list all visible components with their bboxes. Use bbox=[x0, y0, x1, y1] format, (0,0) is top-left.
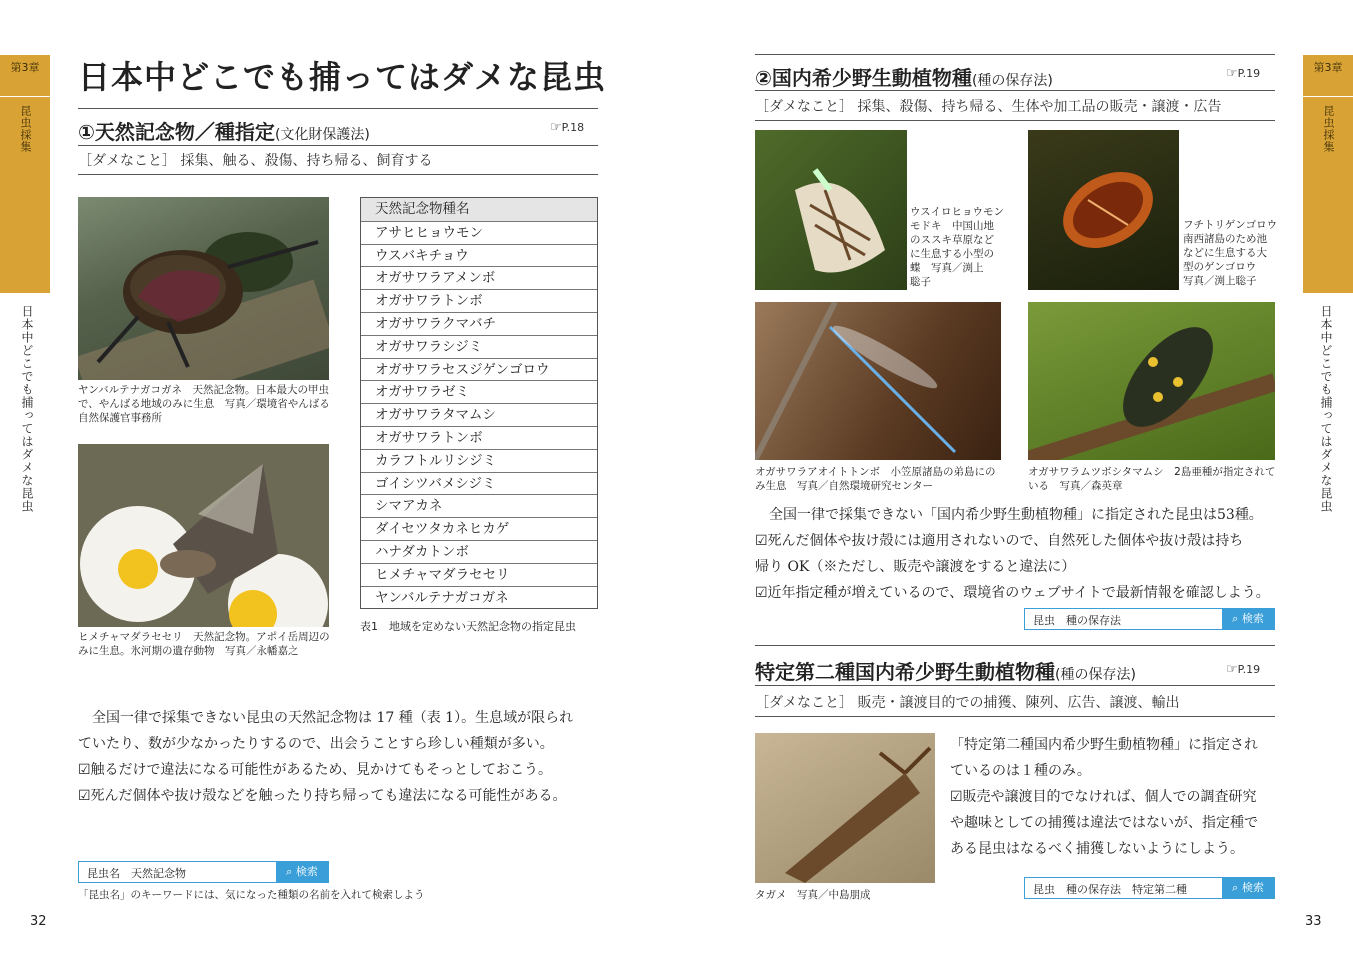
page-number-left: 32 bbox=[30, 914, 47, 929]
table-row: カラフトルリシジミ bbox=[361, 449, 597, 472]
chapter-section: 昆虫採集 bbox=[19, 105, 32, 153]
photo-fuchitori-gengorou bbox=[1028, 130, 1179, 290]
page-number-right: 33 bbox=[1305, 914, 1322, 929]
table-row: オガサワラセスジゲンゴロウ bbox=[361, 358, 597, 381]
right-body-2: 「特定第二種国内希少野生動植物種」に指定され ているのは１種のみ。 ☑販売や譲渡目的でなければ、個人での調査研究 や趣味としての捕獲は違法ではないが、指定種で ある昆虫はなるべく捕獲しないようにしよう。 bbox=[950, 737, 1258, 857]
search-box-left[interactable] bbox=[78, 861, 329, 883]
photo-yanbaru-beetle bbox=[78, 197, 329, 380]
photo-usuiro-hyoumon bbox=[755, 130, 907, 290]
table-row: ハナダカトンボ bbox=[361, 540, 597, 563]
search-note: 「昆虫名」のキーワードには、気になった種類の名前を入れて検索しよう bbox=[78, 889, 425, 901]
table-row: オガサワラトンボ bbox=[361, 289, 597, 312]
search-icon: ⌕ bbox=[1232, 612, 1239, 625]
right-body: 全国一律で採集できない「国内希少野生動植物種」に指定された昆虫は53種。 ☑死んだ個体や抜け殻には適用されないので、自然死した個体や抜け殻は持ち 帰り OK（※ただし、販売や譲渡をすると違法に） ☑近年指定種が増えているので、環境省のウェブサイトで最新情報を確認しよう。 bbox=[755, 507, 1270, 601]
search-icon: ⌕ bbox=[1232, 881, 1239, 894]
jewel-beetle-caption: オガサワラムツボシタマムシ 2島亜種が指定されている 写真／森英章 bbox=[1028, 466, 1276, 492]
chapter-number: 第3章 bbox=[1303, 55, 1353, 97]
section3-dame: ［ダメなこと］ 販売・譲渡目的での捕獲、陳列、広告、譲渡、輸出 bbox=[755, 695, 1180, 711]
search-keyword: 昆虫 種の保存法 bbox=[1033, 614, 1121, 627]
species-table bbox=[360, 197, 598, 609]
photo-himechamadara bbox=[78, 444, 329, 627]
damselfly-caption: オガサワラアオイトトンボ 小笠原諸島の弟島にのみ生息 写真／自然環境研究センター bbox=[755, 466, 996, 492]
table-caption: 表1 地域を定めない天然記念物の指定昆虫 bbox=[360, 620, 576, 633]
photo-damselfly bbox=[755, 302, 1001, 460]
table-row: オガサワラアメンボ bbox=[361, 266, 597, 289]
table-row: シマアカネ bbox=[361, 494, 597, 517]
search-button[interactable]: ⌕ 検索 bbox=[276, 862, 328, 882]
search-button[interactable]: ⌕ 検索 bbox=[1222, 609, 1274, 629]
section3-ref: ☞P.19 bbox=[1226, 662, 1261, 677]
left-body: 全国一律で採集できない昆虫の天然記念物は 17 種（表 1）。生息域が限られ ていたり、数が少なかったりするので、出会うことすら珍しい種類が多い。 ☑触るだけで違法になる可能性があるため、見かけてもそっとしておこう。 ☑死んだ個体や抜け殻などを触ったり持ち帰っても違法になる可能性がある。 bbox=[78, 710, 574, 804]
beetle-caption: フチトリゲンゴロウ 南西諸島のため池 などに生息する大 型のゲンゴロウ 写真／渕上聡子 bbox=[1183, 219, 1278, 287]
table-row: アサヒヒョウモン bbox=[361, 221, 597, 244]
side-title-left: 日本中どこでも捕ってはダメな昆虫 bbox=[20, 305, 34, 513]
search-keyword: 昆虫名 天然記念物 bbox=[87, 867, 186, 880]
section1-ref: ☞P.18 bbox=[550, 120, 585, 135]
pointing-hand-icon: ☞ bbox=[1226, 662, 1238, 677]
search-button[interactable]: ⌕ 検索 bbox=[1222, 878, 1274, 898]
chapter-section: 昆虫採集 bbox=[1322, 105, 1335, 153]
search-box-right-1[interactable] bbox=[1024, 608, 1275, 630]
page-title: 日本中どこでも捕ってはダメな昆虫 bbox=[78, 58, 607, 96]
chapter-number: 第3章 bbox=[0, 55, 50, 97]
table-row: オガサワラクマバチ bbox=[361, 312, 597, 335]
table-row: オガサワラシジミ bbox=[361, 335, 597, 358]
table-row: ヤンバルテナガコガネ bbox=[361, 586, 597, 609]
table-row: ダイセツタカネヒカゲ bbox=[361, 517, 597, 540]
chapter-tab-left bbox=[0, 55, 50, 293]
table-row: オガサワラトンボ bbox=[361, 426, 597, 449]
table-row: オガサワラゼミ bbox=[361, 380, 597, 403]
search-box-right-2[interactable] bbox=[1024, 877, 1275, 899]
search-keyword: 昆虫 種の保存法 特定第二種 bbox=[1033, 883, 1187, 896]
chapter-tab-right bbox=[1303, 55, 1353, 293]
section1-title: ①天然記念物／種指定(文化財保護法) bbox=[78, 120, 370, 144]
table-header: 天然記念物種名 bbox=[361, 198, 597, 221]
section2-dame: ［ダメなこと］ 採集、殺傷、持ち帰る、生体や加工品の販売・譲渡・広告 bbox=[755, 99, 1222, 115]
pointing-hand-icon: ☞ bbox=[1226, 66, 1238, 81]
table-row: オガサワラタマムシ bbox=[361, 403, 597, 426]
photo2-caption: ヒメチャマダラセセリ 天然記念物。アポイ岳周辺のみに生息。氷河期の遺存動物 写真／永幡嘉之 bbox=[78, 631, 330, 657]
pointing-hand-icon: ☞ bbox=[550, 120, 562, 135]
butterfly-caption: ウスイロヒョウモン モドキ 中国山地 のススキ草原など に生息する小型の 蝶 写真／渕上 聡子 bbox=[910, 206, 1004, 288]
table-row: ヒメチャマダラセセリ bbox=[361, 563, 597, 586]
section2-ref: ☞P.19 bbox=[1226, 66, 1261, 81]
section3-title: 特定第二種国内希少野生動植物種(種の保存法) bbox=[755, 660, 1136, 684]
section2-title: ②国内希少野生動植物種(種の保存法) bbox=[755, 66, 1053, 90]
table-row: ウスバキチョウ bbox=[361, 244, 597, 267]
section1-dame: ［ダメなこと］ 採集、触る、殺傷、持ち帰る、飼育する bbox=[78, 153, 433, 169]
tagame-caption: タガメ 写真／中島朋成 bbox=[755, 889, 871, 901]
photo-jewel-beetle bbox=[1028, 302, 1275, 460]
search-icon: ⌕ bbox=[286, 865, 293, 878]
table-row: ゴイシツバメシジミ bbox=[361, 472, 597, 495]
side-title-right: 日本中どこでも捕ってはダメな昆虫 bbox=[1319, 305, 1333, 513]
photo1-caption: ヤンバルテナガコガネ 天然記念物。日本最大の甲虫で、やんばる地域のみに生息 写真／環境省やんばる自然保護官事務所 bbox=[78, 384, 330, 424]
photo-tagame bbox=[755, 733, 935, 883]
